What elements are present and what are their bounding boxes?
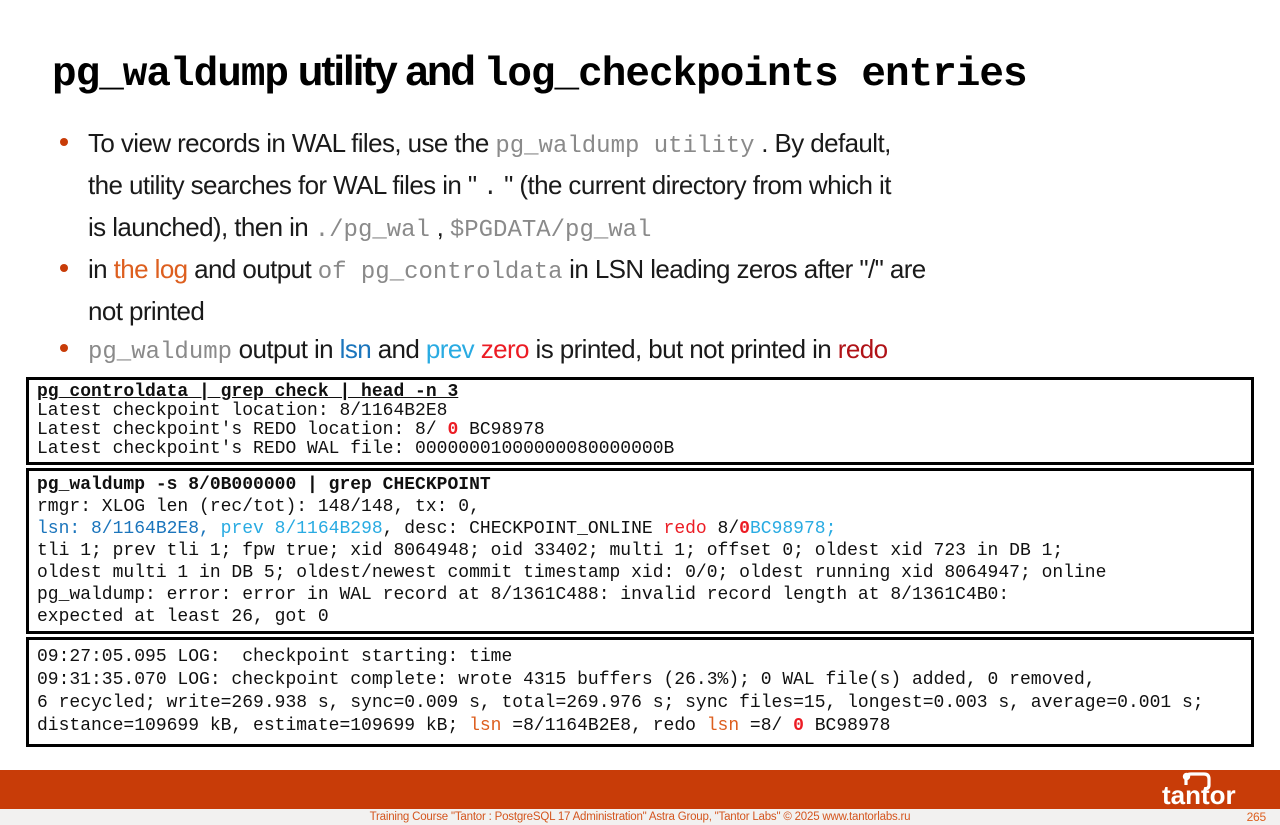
text-segment: oldest multi 1 in DB 5; oldest/newest commit timestamp xid: 0/0; oldest running xid 8064947; online xyxy=(37,563,1107,583)
bullet-line xyxy=(88,208,1280,250)
text-segment: lsn xyxy=(706,716,740,736)
code-line xyxy=(37,669,1243,692)
text-segment: pg_waldump xyxy=(88,339,233,366)
text-segment: not printed xyxy=(88,296,205,326)
text-segment: output in xyxy=(232,334,340,364)
text-segment: prev 8/1164B298 xyxy=(220,519,383,539)
text-segment: Latest checkpoint's REDO WAL file: 00000001000000080000000B xyxy=(37,439,675,459)
code-line xyxy=(37,715,1243,738)
text-segment: To view records in WAL files, use the xyxy=(88,128,496,158)
code-line xyxy=(37,584,1243,606)
text-segment: redo xyxy=(837,334,888,364)
text-segment: rmgr: XLOG len (rec/tot): 148/148, tx: 0, xyxy=(37,497,480,517)
text-segment: zero xyxy=(480,334,529,364)
footer-brand-band xyxy=(0,770,1280,809)
code-line xyxy=(37,562,1243,584)
text-segment: expected at least 26, got 0 xyxy=(37,607,329,627)
text-segment: BC98978 xyxy=(458,420,545,440)
text-segment: of pg_controldata xyxy=(317,259,563,286)
slide-title xyxy=(52,44,1240,108)
code-block-pg-controldata xyxy=(26,377,1254,465)
text-segment: lsn: 8/1164B2E8, xyxy=(37,519,210,539)
text-segment: pg_waldump utility xyxy=(495,133,755,160)
bullet-line xyxy=(88,124,1280,166)
text-segment: . xyxy=(483,175,498,202)
slide xyxy=(0,44,1280,825)
bullet-line xyxy=(88,166,1280,208)
code-line xyxy=(37,646,1243,669)
text-segment: 0 xyxy=(447,420,459,440)
text-segment: in LSN leading zeros after "/" are xyxy=(562,254,926,284)
bullet-icon xyxy=(60,264,68,272)
text-segment: =8/ xyxy=(739,716,794,736)
text-segment: , xyxy=(429,212,450,242)
footer-course-text: Training Course "Tantor : PostgreSQL 17 Administration" Astra Group, "Tantor Labs" © 2025 www.tantorlabs.ru xyxy=(369,811,911,823)
code-line xyxy=(37,421,1243,440)
title-code-pg-waldump: pg_waldump xyxy=(52,52,289,98)
code-line xyxy=(37,540,1243,562)
text-segment: is printed, but not printed in xyxy=(528,334,838,364)
text-segment: lsn xyxy=(469,716,502,736)
text-segment: pg_waldump -s 8/0B000000 | grep CHECKPOINT xyxy=(37,475,491,495)
code-line xyxy=(37,383,1243,402)
terminal-output-section xyxy=(26,377,1254,747)
text-segment: prev xyxy=(425,334,475,364)
text-segment: 09:31:35.070 LOG: checkpoint complete: wrote 4315 buffers (26.3%); 0 WAL file(s) added, 0 removed, xyxy=(37,670,1096,690)
text-segment: pg_controldata | grep check | head -n 3 xyxy=(37,382,459,402)
text-segment: =8/1164B2E8, redo xyxy=(501,716,707,736)
text-segment: the utility searches for WAL files in " xyxy=(88,170,484,200)
code-line xyxy=(37,692,1243,715)
page-number: 265 xyxy=(1246,810,1266,824)
text-segment: Latest checkpoint location: 8/1164B2E8 xyxy=(37,401,448,421)
bullet-line xyxy=(88,330,1280,372)
bullet-icon xyxy=(60,138,68,146)
bullet-item-1 xyxy=(58,124,1280,250)
code-line xyxy=(37,474,1243,496)
text-segment: Latest checkpoint's REDO location: 8/ xyxy=(37,420,448,440)
text-segment: " (the current directory from which it xyxy=(497,170,891,200)
text-segment: distance=109699 kB, estimate=109699 kB; xyxy=(37,716,470,736)
text-segment: pg_waldump: error: error in WAL record at 8/1361C488: invalid record length at 8/1361C4B0: xyxy=(37,585,1010,605)
text-segment: tli 1; prev tli 1; fpw true; xid 8064948; oid 33402; multi 1; offset 0; oldest xid 723 in DB 1; xyxy=(37,541,1064,561)
code-line xyxy=(37,402,1243,421)
text-segment xyxy=(474,334,481,364)
text-segment: ./pg_wal xyxy=(314,217,430,244)
code-block-checkpoint-log xyxy=(26,637,1254,747)
bullet-line xyxy=(88,250,1280,292)
text-segment: and xyxy=(371,334,426,364)
text-segment: lsn xyxy=(339,334,372,364)
code-block-pg-waldump xyxy=(26,468,1254,634)
text-segment: in xyxy=(88,254,114,284)
text-segment: $PGDATA/pg_wal xyxy=(449,217,652,244)
bullet-list xyxy=(58,124,1280,372)
text-segment: BC98978; xyxy=(749,519,837,539)
bullet-icon xyxy=(60,344,68,352)
title-plain-text: utility and xyxy=(288,47,484,94)
text-segment: BC98978 xyxy=(803,716,891,736)
text-segment: , desc: CHECKPOINT_ONLINE xyxy=(382,519,664,539)
text-segment: redo xyxy=(663,519,707,539)
title-code-log-checkpoints: log_checkpoints entries xyxy=(483,52,1027,98)
footer-strip xyxy=(0,809,1280,825)
text-segment: 09:27:05.095 LOG: checkpoint starting: time xyxy=(37,647,513,667)
text-segment: . By default, xyxy=(754,128,891,158)
code-line xyxy=(37,518,1243,540)
code-line xyxy=(37,606,1243,628)
text-segment: and output xyxy=(187,254,318,284)
code-line xyxy=(37,496,1243,518)
text-segment: 6 recycled; write=269.938 s, sync=0.009 s, total=269.976 s; sync files=15, longest=0.003 s, average=0.001 s; xyxy=(37,693,1204,713)
text-segment: 0 xyxy=(739,519,750,539)
bullet-line xyxy=(88,292,1280,330)
bullet-item-2 xyxy=(58,250,1280,330)
bullet-item-3 xyxy=(58,330,1280,372)
code-line xyxy=(37,440,1243,459)
text-segment: is launched), then in xyxy=(88,212,315,242)
text-segment: 8/ xyxy=(706,519,740,539)
tantor-wordmark: tantor xyxy=(1162,780,1236,809)
text-segment: 0 xyxy=(793,716,804,736)
text-segment xyxy=(210,519,221,539)
tantor-logo xyxy=(1134,771,1264,809)
text-segment: the log xyxy=(113,254,188,284)
